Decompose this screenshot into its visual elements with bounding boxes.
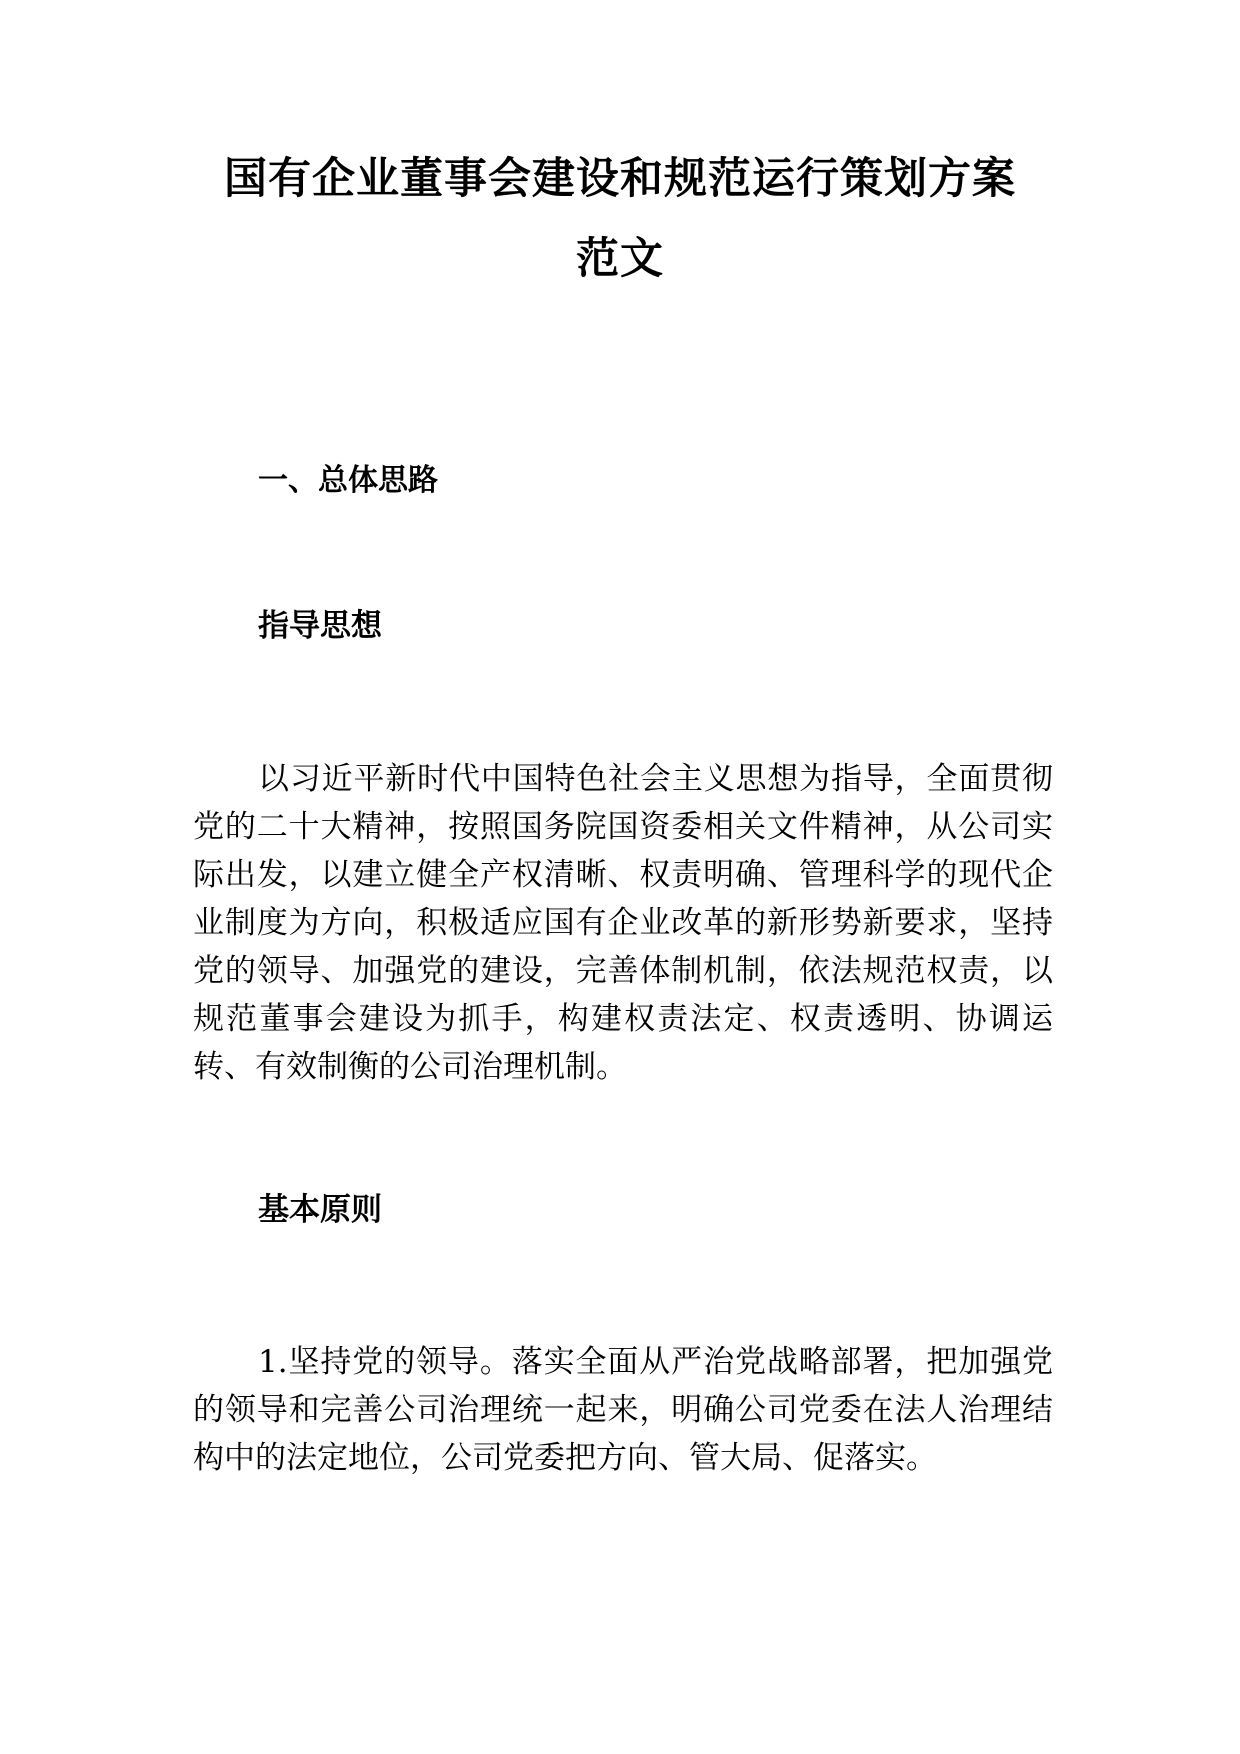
paragraph-principle-1: 1.坚持党的领导。落实全面从严治党战略部署，把加强党的领导和完善公司治理统一起来，明确公司党委在法人治理结构中的法定地位，公司党委把方向、管大局、促落实。 <box>193 1344 1053 1476</box>
subheading-guiding-thought: 指导思想 <box>258 608 382 644</box>
paragraph-guiding-thought: 以习近平新时代中国特色社会主义思想为指导，全面贯彻党的二十大精神，按照国务院国资委相关文件精神，从公司实际出发，以建立健全产权清晰、权责明确、管理科学的现代企业制度为方向，积极适应国有企业改革的新形势新要求，坚持党的领导、加强党的建设，完善体制机制，依法规范权责，以规范董事会建设为抓手，构建权责法定、权责透明、协调运转、有效制衡的公司治理机制。 <box>193 761 1053 1085</box>
subheading-basic-principles: 基本原则 <box>258 1192 382 1228</box>
document-title-line1: 国有企业董事会建设和规范运行策划方案 <box>224 154 1016 204</box>
document-title-line2: 范文 <box>576 234 664 284</box>
section-heading-overall-approach: 一、总体思路 <box>258 463 438 498</box>
